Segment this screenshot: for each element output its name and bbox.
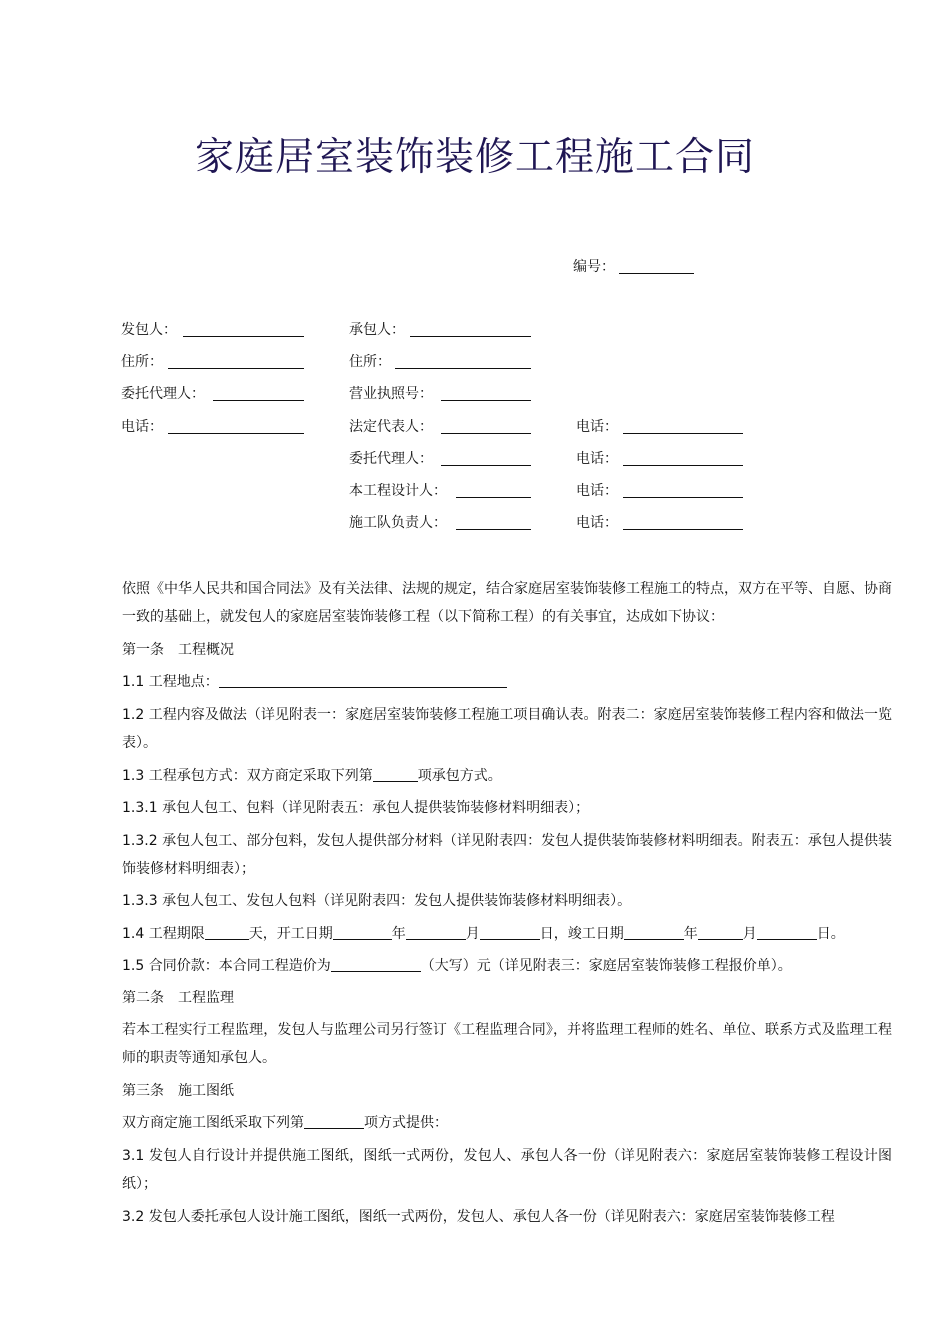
clause-1-5-text-a: 1.5 合同价款：本合同工程造价为 <box>122 958 331 974</box>
contractor-field[interactable] <box>410 336 531 337</box>
team-leader-phone-field[interactable] <box>623 529 743 530</box>
duration-days-field[interactable] <box>205 923 249 940</box>
designer-field[interactable] <box>456 497 531 498</box>
start-month-field[interactable] <box>406 923 466 940</box>
designer-phone-field[interactable] <box>623 497 743 498</box>
clause-1-5-text-b: （大写）元（详见附表三：家庭居室装饰装修工程报价单）。 <box>420 958 792 974</box>
clause-1-2: 1.2 工程内容及做法（详见附表一：家庭居室装饰装修工程施工项目确认表。附表二：家庭居室装饰装修工程内容和做法一览表）。 <box>122 707 892 751</box>
employer-address-label: 住所： <box>121 354 163 370</box>
team-leader-field[interactable] <box>456 529 531 530</box>
clause-1-3-1: 1.3.1 承包人包工、包料（详见附表五：承包人提供装饰装修材料明细表）； <box>122 800 590 816</box>
article-3-heading: 第三条 施工图纸 <box>122 1083 234 1099</box>
end-day-field[interactable] <box>757 923 817 940</box>
legal-rep-field[interactable] <box>441 433 531 434</box>
clause-3-2: 3.2 发包人委托承包人设计施工图纸，图纸一式两份，发包人、承包人各一份（详见附表六：家庭居室装饰装修工程 <box>122 1209 835 1225</box>
clause-3-text-a: 双方商定施工图纸采取下列第 <box>122 1115 304 1131</box>
site-address-field[interactable] <box>219 671 507 688</box>
clause-1-4-text-f: 年 <box>683 926 698 942</box>
employer-agent-field[interactable] <box>213 400 304 401</box>
legal-rep-phone-label: 电话： <box>576 419 618 435</box>
clause-1-4-text-b: 天，开工日期 <box>248 926 333 942</box>
end-month-field[interactable] <box>698 923 743 940</box>
clause-1-3-3: 1.3.3 承包人包工、发包人包料（详见附表四：发包人提供装饰装修材料明细表）。 <box>122 893 632 909</box>
clause-2: 若本工程实行工程监理，发包人与监理公司另行签订《工程监理合同》，并将监理工程师的姓名、单位、联系方式及监理工程师的职责等通知承包人。 <box>122 1022 892 1066</box>
contract-title: 家庭居室装饰装修工程施工合同 <box>194 135 755 180</box>
agent-phone-field[interactable] <box>623 465 743 466</box>
clause-1-3-2: 1.3.2 承包人包工、部分包料，发包人提供部分材料（详见附表四：发包人提供装饰装修材料明细表。附表五：承包人提供装饰装修材料明细表）； <box>122 833 892 877</box>
legal-rep-label: 法定代表人： <box>349 419 433 435</box>
legal-rep-phone-field[interactable] <box>623 433 743 434</box>
contractor-agent-field[interactable] <box>441 465 531 466</box>
contractor-address-field[interactable] <box>395 368 531 369</box>
license-label: 营业执照号： <box>349 386 433 402</box>
end-year-field[interactable] <box>624 923 684 940</box>
clause-1-4-text-h: 日。 <box>816 926 845 942</box>
employer-field[interactable] <box>183 336 304 337</box>
clause-1-3-text-a: 1.3 工程承包方式：双方商定采取下列第 <box>122 768 373 784</box>
employer-agent-label: 委托代理人： <box>121 386 205 402</box>
employer-phone-field[interactable] <box>168 433 304 434</box>
drawing-mode-field[interactable] <box>304 1112 364 1129</box>
employer-label: 发包人： <box>121 322 177 338</box>
contract-mode-field[interactable] <box>373 765 418 782</box>
clause-1-3-text-b: 项承包方式。 <box>417 768 502 784</box>
clause-1-3 <box>91 762 892 790</box>
clause-1-5 <box>91 952 892 980</box>
contract-number-label: 编号： <box>573 259 615 275</box>
contractor-address-label: 住所： <box>349 354 391 370</box>
start-year-field[interactable] <box>333 923 392 940</box>
article-2-heading: 第二条 工程监理 <box>122 990 234 1006</box>
intro-paragraph: 依照《中华人民共和国合同法》及有关法律、法规的规定，结合家庭居室装饰装修工程施工的特点，双方在平等、自愿、协商一致的基础上，就发包人的家庭居室装饰装修工程（以下简称工程）的有关事宜，达成如下协议： <box>122 581 892 625</box>
clause-1-4 <box>91 920 892 948</box>
clause-1-4-text-e: 日，竣工日期 <box>539 926 624 942</box>
clause-1-1 <box>91 668 892 696</box>
employer-address-field[interactable] <box>168 368 304 369</box>
clause-1-4-text-a: 1.4 工程期限 <box>122 926 205 942</box>
contract-price-field[interactable] <box>331 955 421 972</box>
clause-1-4-text-g: 月 <box>742 926 757 942</box>
contractor-agent-label: 委托代理人： <box>349 451 433 467</box>
start-day-field[interactable] <box>480 923 540 940</box>
designer-phone-label: 电话： <box>576 483 618 499</box>
clause-1-4-text-d: 月 <box>465 926 480 942</box>
clause-1-4-text-c: 年 <box>391 926 406 942</box>
clause-3 <box>91 1109 892 1137</box>
contractor-label: 承包人： <box>349 322 405 338</box>
employer-phone-label: 电话： <box>121 419 163 435</box>
team-leader-phone-label: 电话： <box>576 515 618 531</box>
designer-label: 本工程设计人： <box>349 483 447 499</box>
clause-3-1: 3.1 发包人自行设计并提供施工图纸，图纸一式两份，发包人、承包人各一份（详见附表六：家庭居室装饰装修工程设计图纸）； <box>122 1148 892 1192</box>
clause-3-text-b: 项方式提供： <box>364 1115 448 1131</box>
article-1-heading: 第一条 工程概况 <box>122 642 234 658</box>
license-field[interactable] <box>441 400 531 401</box>
team-leader-label: 施工队负责人： <box>349 515 447 531</box>
contract-number-field[interactable] <box>619 273 694 274</box>
clause-1-1-text: 1.1 工程地点： <box>122 674 219 690</box>
agent-phone-label: 电话： <box>576 451 618 467</box>
